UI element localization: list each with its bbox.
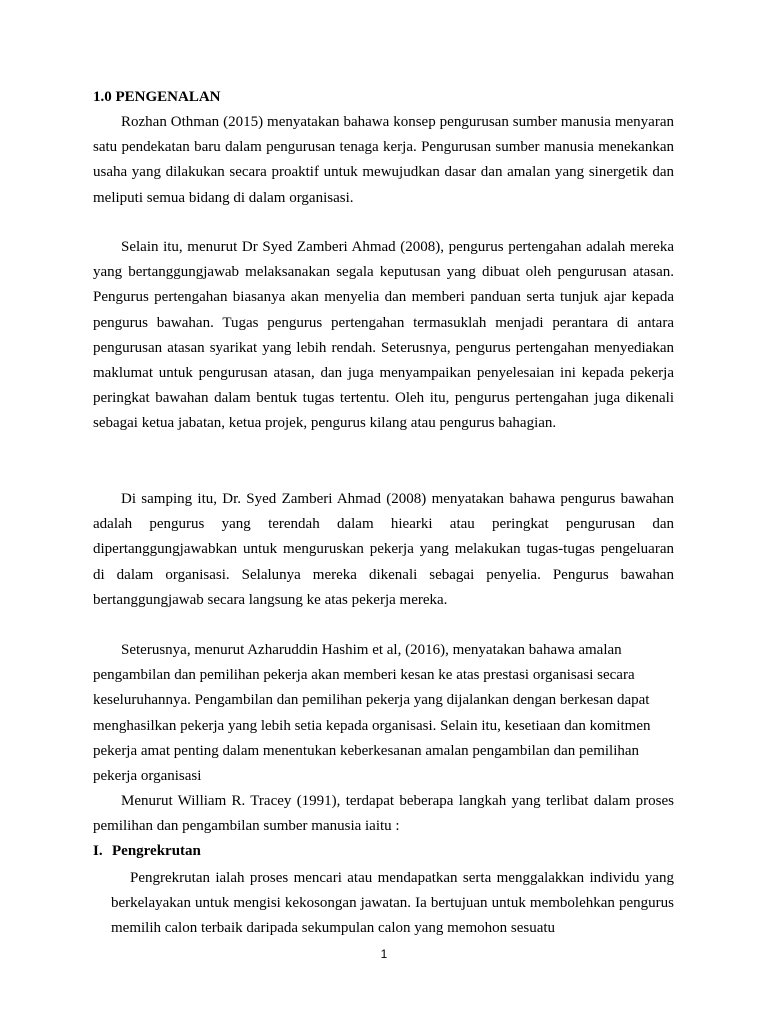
paragraph-rozhan-othman: Rozhan Othman (2015) menyatakan bahawa konsep pengurusan sumber manusia menyaran satu pendekatan baru dalam pengurusan tenaga kerja. Pengurusan sumber manusia menekankan usaha yang dilakukan secara proaktif untuk mewujudkan dasar dan amalan yang sinergetik dan meliputi semua bidang di dalam organisasi. <box>93 114 674 206</box>
paragraph-azharuddin-hashim: Seterusnya, menurut Azharuddin Hashim et al, (2016), menyatakan bahawa amalan pengambilan dan pemilihan pekerja akan memberi kesan ke atas prestasi organisasi secara keseluruhannya. Pengambilan dan pemilihan pekerja yang dijalankan dengan berkesan dapat menghasilkan pekerja yang lebih setia kepada organisasi. Selain itu, kesetiaan dan komitmen pekerja amat penting dalam menentukan keberkesanan amalan pengambilan dan pemilihan pekerja organisasi <box>93 642 651 785</box>
paragraph-pengurus-bawahan: Di samping itu, Dr. Syed Zamberi Ahmad (2008) menyatakan bahawa pengurus bawahan adalah pengurus yang terendah dalam hiearki atau peringkat pengurusan dan dipertanggungjawabkan untuk menguruskan pekerja yang melakukan tugas-tugas pengeluaran di dalam organisasi. Selalunya mereka dikenali sebagai penyelia. Pengurus bawahan bertanggungjawab secara langsung ke atas pekerja mereka. <box>93 491 674 608</box>
section-heading: 1.0 PENGENALAN <box>93 89 221 105</box>
paragraph-pengrekrutan: Pengrekrutan ialah proses mencari atau mendapatkan serta menggalakkan individu yang berkelayakan untuk mengisi kekosongan jawatan. Ia bertujuan untuk membolehkan pengurus memilih calon terbaik daripada sekumpulan calon yang memohon sesuatu <box>111 870 674 937</box>
paragraph-william-tracey: Menurut William R. Tracey (1991), terdapat beberapa langkah yang terlibat dalam proses pemilihan dan pengambilan sumber manusia iaitu : <box>93 793 674 835</box>
page-number: 1 <box>380 947 388 961</box>
subsection-heading <box>93 841 201 861</box>
subsection-title: Pengrekrutan <box>112 843 201 859</box>
subsection-number: I. <box>93 843 103 859</box>
paragraph-pengurus-pertengahan: Selain itu, menurut Dr Syed Zamberi Ahmad (2008), pengurus pertengahan adalah mereka yang bertanggungjawab melaksanakan segala keputusan yang dibuat oleh pengurusan atasan. Pengurus pertengahan biasanya akan menyelia dan memberi panduan serta tunjuk ajar kepada pengurus bawahan. Tugas pengurus pertengahan termasuklah menjadi perantara di antara pengurusan atasan syarikat yang lebih rendah. Seterusnya, pengurus pertengahan menyediakan maklumat untuk pengurusan atasan, dan juga menyampaikan penyelesaian ini kepada pekerja peringkat bawahan dalam bentuk tugas tertentu. Oleh itu, pengurus pertengahan juga dikenali sebagai ketua jabatan, ketua projek, pengurus kilang atau pengurus bahagian. <box>93 239 674 432</box>
